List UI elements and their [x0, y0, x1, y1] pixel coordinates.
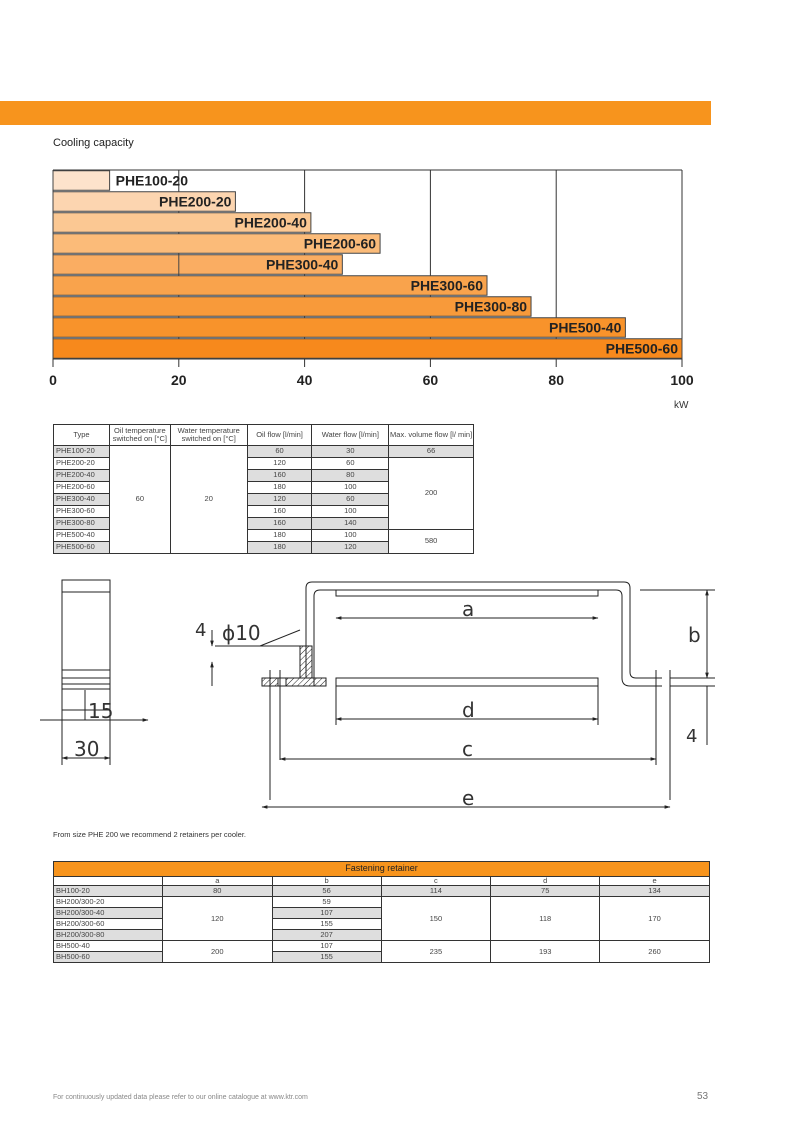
dim-b: b — [688, 623, 701, 647]
ret-b: 155 — [272, 952, 381, 963]
retainer-table — [53, 861, 710, 963]
table-row — [54, 897, 710, 908]
spec-water-flow: 30 — [312, 446, 389, 458]
chart-bar — [53, 171, 110, 191]
page-number: 53 — [697, 1091, 709, 1102]
spec-water-flow: 100 — [312, 482, 389, 494]
ret-type: BH500-40 — [54, 941, 163, 952]
cooling-capacity-chart — [0, 160, 793, 410]
chart-bar-label: PHE500-40 — [548, 319, 622, 336]
chart-bar — [53, 339, 682, 359]
dim-4-right: 4 — [686, 726, 698, 747]
ret-type: BH200/300-40 — [54, 908, 163, 919]
ret-d: 75 — [491, 886, 600, 897]
ret-header-a: a — [162, 877, 272, 886]
retainer-technical-drawing — [0, 570, 793, 820]
spec-type: PHE200-60 — [54, 482, 110, 494]
spec-header-oil-temp: Oil temperature switched on [°C] — [109, 425, 170, 446]
ret-header-b: b — [272, 877, 381, 886]
spec-oil-flow: 160 — [247, 506, 312, 518]
ret-type: BH500-60 — [54, 952, 163, 963]
ret-a: 120 — [162, 897, 272, 941]
spec-type: PHE200-20 — [54, 458, 110, 470]
ret-b: 107 — [272, 941, 381, 952]
table-row — [54, 886, 710, 897]
spec-header-oil-flow: Oil flow [l/min] — [247, 425, 312, 446]
chart-unit: kW — [674, 400, 689, 411]
spec-type: PHE300-60 — [54, 506, 110, 518]
chart-tick-labels — [49, 372, 694, 388]
ret-d: 118 — [491, 897, 600, 941]
dim-c: c — [462, 737, 473, 761]
chart-bar-label: PHE300-80 — [454, 298, 528, 315]
spec-type: PHE500-40 — [54, 530, 110, 542]
ret-b: 56 — [272, 886, 381, 897]
spec-type: PHE500-60 — [54, 542, 110, 554]
spec-oil-flow: 160 — [247, 470, 312, 482]
ret-type: BH200/300-60 — [54, 919, 163, 930]
spec-oil-flow: 180 — [247, 482, 312, 494]
ret-type: BH100-20 — [54, 886, 163, 897]
ret-header-d: d — [491, 877, 600, 886]
retainer-table-header — [54, 877, 710, 886]
chart-tick-label: 100 — [670, 372, 694, 388]
spec-table-header — [54, 425, 474, 446]
spec-oil-flow: 160 — [247, 518, 312, 530]
ret-c: 114 — [381, 886, 491, 897]
spec-max-flow: 580 — [389, 530, 474, 554]
ret-header-type — [54, 877, 163, 886]
chart-bar-label: PHE300-40 — [265, 256, 339, 273]
spec-water-flow: 140 — [312, 518, 389, 530]
table-row — [54, 941, 710, 952]
ret-b: 155 — [272, 919, 381, 930]
ret-c: 150 — [381, 897, 491, 941]
ret-d: 193 — [491, 941, 600, 963]
spec-max-flow: 200 — [389, 458, 474, 530]
spec-header-max-flow: Max. volume flow [l/ min] — [389, 425, 474, 446]
spec-type: PHE300-80 — [54, 518, 110, 530]
footer-text: For continuously updated data please refer to our online catalogue at www.ktr.com — [53, 1094, 308, 1101]
retainer-table-title: Fastening retainer — [54, 862, 710, 877]
ret-a: 200 — [162, 941, 272, 963]
ret-b: 59 — [272, 897, 381, 908]
chart-bar-label: PHE500-60 — [605, 340, 678, 357]
spec-type: PHE300-40 — [54, 494, 110, 506]
chart-tick-label: 20 — [171, 372, 187, 388]
dim-30: 30 — [74, 737, 100, 761]
chart-bar-label: PHE100-20 — [115, 172, 189, 189]
spec-water-temp: 20 — [170, 446, 247, 554]
dim-d: d — [462, 698, 475, 722]
dim-a: a — [462, 597, 475, 621]
spec-header-water-temp: Water temperature switched on [°C] — [170, 425, 247, 446]
ret-type: BH200/300-20 — [54, 897, 163, 908]
spec-table — [53, 424, 474, 554]
spec-oil-flow: 120 — [247, 458, 312, 470]
spec-water-flow: 100 — [312, 530, 389, 542]
spec-oil-flow: 60 — [247, 446, 312, 458]
header-band — [0, 101, 711, 125]
section-title: Cooling capacity — [53, 137, 134, 149]
ret-b: 107 — [272, 908, 381, 919]
spec-header-water-flow: Water flow [l/min] — [312, 425, 389, 446]
spec-type: PHE200-40 — [54, 470, 110, 482]
ret-c: 235 — [381, 941, 491, 963]
ret-e: 170 — [600, 897, 710, 941]
spec-water-flow: 100 — [312, 506, 389, 518]
chart-tick-label: 80 — [548, 372, 564, 388]
table-row — [54, 446, 474, 458]
spec-water-flow: 60 — [312, 458, 389, 470]
spec-oil-flow: 180 — [247, 542, 312, 554]
chart-bar-label: PHE200-60 — [303, 235, 377, 252]
footnote: From size PHE 200 we recommend 2 retainers per cooler. — [53, 830, 246, 839]
ret-e: 260 — [600, 941, 710, 963]
chart-bar-label: PHE200-20 — [159, 193, 232, 210]
spec-oil-temp: 60 — [109, 446, 170, 554]
spec-max-flow: 66 — [389, 446, 474, 458]
chart-bar — [53, 318, 625, 338]
ret-header-e: e — [600, 877, 710, 886]
ret-type: BH200/300-80 — [54, 930, 163, 941]
ret-e: 134 — [600, 886, 710, 897]
spec-type: PHE100-20 — [54, 446, 110, 458]
dim-4-left: 4 — [195, 620, 207, 641]
chart-tick-label: 60 — [422, 372, 439, 388]
spec-water-flow: 60 — [312, 494, 389, 506]
spec-oil-flow: 120 — [247, 494, 312, 506]
dim-e: e — [462, 786, 475, 810]
ret-header-c: c — [381, 877, 491, 886]
chart-bar-label: PHE200-40 — [234, 214, 307, 231]
chart-bar-label: PHE300-60 — [410, 277, 484, 294]
spec-header-type: Type — [54, 425, 110, 446]
dim-15: 15 — [88, 699, 114, 723]
spec-water-flow: 120 — [312, 542, 389, 554]
chart-tick-label: 0 — [49, 372, 57, 388]
spec-water-flow: 80 — [312, 470, 389, 482]
dim-diameter-10: ϕ10 — [222, 621, 261, 645]
chart-tick-label: 40 — [296, 372, 313, 388]
ret-a: 80 — [162, 886, 272, 897]
ret-b: 207 — [272, 930, 381, 941]
spec-oil-flow: 180 — [247, 530, 312, 542]
